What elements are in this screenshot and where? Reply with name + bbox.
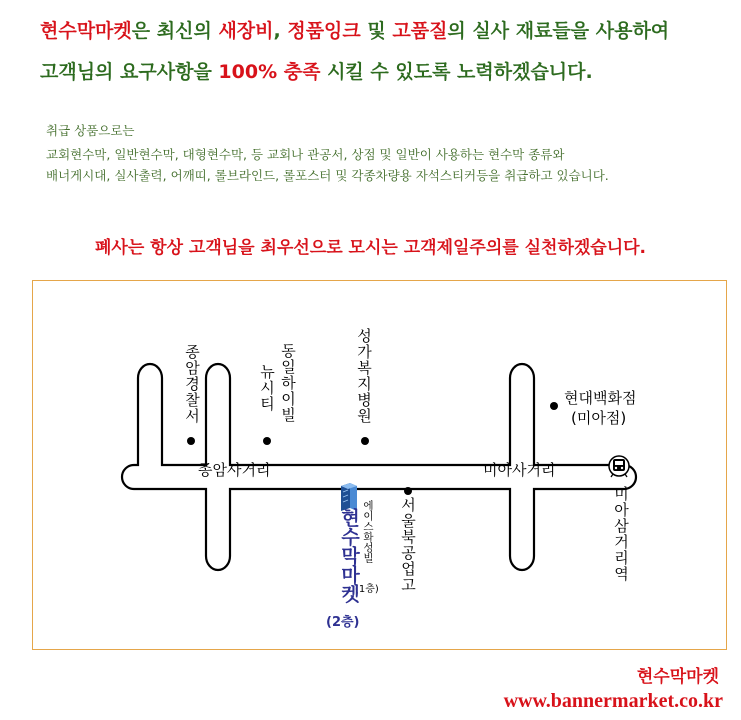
headline-line-1-segment: 현수막마켓 <box>40 20 132 42</box>
headline-line-1-segment: 정품잉크 <box>287 20 361 42</box>
dept-store-dot-marker-icon <box>550 402 558 410</box>
store-name-label: 현수막마켓 <box>338 508 360 603</box>
hospital-label: 성가복지병원 <box>355 328 373 424</box>
police-dot-marker-icon <box>187 437 195 445</box>
headline-line-1 <box>40 16 669 43</box>
building-icon <box>341 483 357 511</box>
headline-line-2 <box>40 57 593 84</box>
left-intersection-label: 종암사거리 <box>198 461 271 479</box>
subway-icon <box>609 456 629 477</box>
headline-line-1-segment: 및 <box>360 20 393 42</box>
slogan: 폐사는 항상 고객님을 최우선으로 모시는 고객제일주의를 실천하겠습니다. <box>94 238 647 258</box>
school-dot-marker-icon <box>404 487 412 495</box>
headline-line-2-segment: 고객님의 요구사항을 <box>40 61 219 83</box>
notes-line-1: 교회현수막, 일반현수막, 대형현수막, 등 교회나 관공서, 상점 및 일반이 사용하는 현수막 종류와 <box>46 147 565 162</box>
right-intersection-label: 미아사거리 <box>483 461 556 479</box>
newcity-label-col1: 동일하이빌 <box>279 343 297 423</box>
headline-line-1-segment: 새장비 <box>218 20 274 42</box>
headline-line-1-segment: , <box>273 20 288 42</box>
headline-line-2-segment: 시킬 수 있도록 노력하겠습니다. <box>320 61 593 83</box>
road-map <box>32 280 727 650</box>
footer-website-link[interactable]: www.bannermarket.co.kr <box>503 690 723 712</box>
school-label: 서울북공업고 <box>399 497 417 593</box>
headline-line-1-segment: 의 실사 재료들을 사용하여 <box>447 20 670 42</box>
headline-line-1-segment: 고품질 <box>392 20 448 42</box>
headline-line-2-segment: 100% 충족 <box>218 61 321 83</box>
footer-company-name: 현수막마켓 <box>636 667 719 687</box>
hospital-dot-marker-icon <box>361 437 369 445</box>
building-floor-label: (1층) <box>355 584 379 595</box>
building-label: 에이스화성빌 <box>362 500 374 563</box>
dept-store-branch-label: (미아점) <box>571 409 627 427</box>
dept-store-label: 현대백화점 <box>564 389 637 407</box>
notes-line-2: 배너게시대, 실사출력, 어깨띠, 롤브라인드, 롤포스터 및 각종차량용 자석스티커등을 취급하고 있습니다. <box>46 168 609 183</box>
newcity-label-col2: 뉴시티 <box>258 364 276 412</box>
store-floor-label: (2층) <box>326 615 360 630</box>
notes-title: 취급 상품으로는 <box>46 123 135 138</box>
headline-line-1-segment: 은 최신의 <box>131 20 219 42</box>
police-label: 종암경찰서 <box>183 344 201 424</box>
newcity-dot-marker-icon <box>263 437 271 445</box>
subway-station-label: 미아삼거리역 <box>612 486 630 582</box>
